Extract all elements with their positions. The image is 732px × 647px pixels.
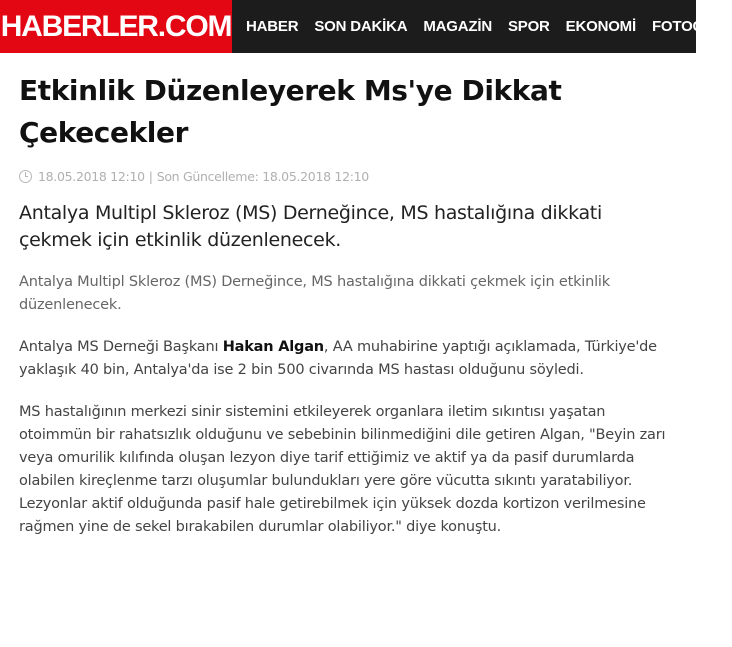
- article-meta: [19, 167, 679, 185]
- nav-item-haber[interactable]: HABER: [246, 18, 299, 35]
- nav-item-spor[interactable]: SPOR: [507, 18, 550, 35]
- updated-label: Son Güncelleme:: [156, 168, 259, 184]
- article-paragraph: MS hastalığının merkezi sinir sistemini etkileyerek organlara iletim sıkıntısı yaşatan otoimmün bir rahatsızlık olduğunu ve sebebinin bilinmediğini dile getiren Algan, "Beyin zarı veya omurilik kılıfında oluşan lezyon diye tarif ettiğimiz ve aktif ya da pasif durumlarda olabilen kireçlenme tarzı oluşumlar bulundukları yere göre vücutta sıkıntı yaratabiliyor. Lezyonlar aktif olduğunda pasif hale getirebilmek için yüksek dozda kortizon verilmesine rağmen yine de sekel bırakabilen durumlar olabiliyor." diye konuştu.: [19, 404, 666, 535]
- site-logo: HABERLER.COM: [0, 9, 232, 43]
- updated-date: 18.05.2018 12:10: [262, 168, 369, 184]
- article: [19, 70, 679, 539]
- top-navigation-bar: [0, 0, 724, 53]
- person-name: Hakan Algan: [222, 339, 324, 355]
- article-paragraph: [19, 336, 679, 382]
- nav-item-magazin[interactable]: MAGAZİN: [423, 18, 492, 35]
- clock-icon: [19, 170, 32, 183]
- publish-date: 18.05.2018 12:10: [38, 168, 145, 184]
- paragraph-text: , AA muhabirine yaptığı açıklamada, Türkiye'de yaklaşık 40 bin, Antalya'da ise 2 bin 500 civarında MS hastası olduğunu söyledi.: [19, 339, 657, 378]
- article-summary: Antalya Multipl Skleroz (MS) Derneğince, MS hastalığına dikkati çekmek için etkinlik düzenlenecek.: [19, 274, 610, 313]
- article-title: Etkinlik Düzenleyerek Ms'ye Dikkat Çekecekler: [19, 74, 562, 149]
- article-lead: Antalya Multipl Skleroz (MS) Derneğince, MS hastalığına dikkati çekmek için etkinlik düzenlenecek.: [19, 202, 602, 251]
- nav-item-ekonomi[interactable]: EKONOMİ: [565, 18, 636, 35]
- meta-separator: |: [148, 168, 153, 184]
- nav-item-son-dakika[interactable]: SON DAKİKA: [314, 18, 408, 35]
- site-logo-link[interactable]: [0, 0, 232, 53]
- main-nav: [232, 0, 732, 53]
- nav-item-fotogaleri[interactable]: FOTOGAL: [651, 18, 724, 35]
- paragraph-text: Antalya MS Derneği Başkanı: [19, 339, 223, 355]
